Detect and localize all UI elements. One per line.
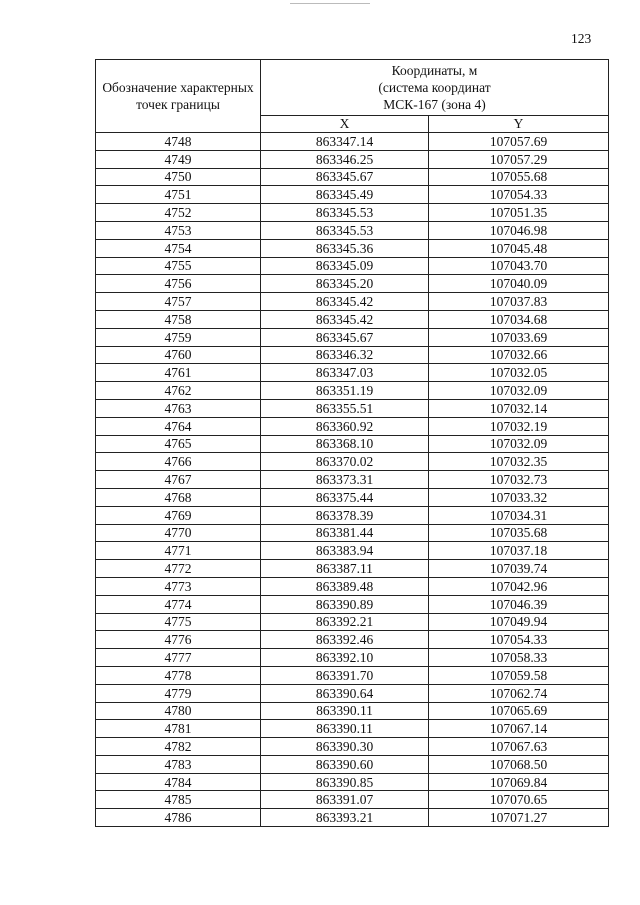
x-coordinate-cell: 863392.10 bbox=[261, 649, 429, 667]
table-row bbox=[96, 702, 609, 720]
table-row bbox=[96, 471, 609, 489]
x-coordinate-cell: 863390.85 bbox=[261, 773, 429, 791]
y-coordinate-cell: 107046.39 bbox=[429, 595, 609, 613]
point-id-cell: 4786 bbox=[96, 809, 261, 827]
y-coordinate-cell: 107039.74 bbox=[429, 560, 609, 578]
table-row bbox=[96, 346, 609, 364]
y-coordinate-cell: 107046.98 bbox=[429, 221, 609, 239]
x-coordinate-cell: 863390.11 bbox=[261, 720, 429, 738]
point-id-cell: 4776 bbox=[96, 631, 261, 649]
table-row bbox=[96, 524, 609, 542]
point-id-cell: 4753 bbox=[96, 221, 261, 239]
page-number: 123 bbox=[571, 31, 592, 46]
x-coordinate-cell: 863347.03 bbox=[261, 364, 429, 382]
y-coordinate-cell: 107040.09 bbox=[429, 275, 609, 293]
x-coordinate-cell: 863370.02 bbox=[261, 453, 429, 471]
x-coordinate-cell: 863346.25 bbox=[261, 150, 429, 168]
point-id-cell: 4777 bbox=[96, 649, 261, 667]
x-coordinate-cell: 863390.30 bbox=[261, 738, 429, 756]
table-row bbox=[96, 168, 609, 186]
x-coordinate-cell: 863345.09 bbox=[261, 257, 429, 275]
point-id-cell: 4759 bbox=[96, 328, 261, 346]
x-coordinate-cell: 863345.53 bbox=[261, 204, 429, 222]
table-row bbox=[96, 328, 609, 346]
point-id-cell: 4748 bbox=[96, 133, 261, 151]
y-coordinate-cell: 107057.29 bbox=[429, 150, 609, 168]
point-id-cell: 4764 bbox=[96, 417, 261, 435]
table-row bbox=[96, 364, 609, 382]
point-id-cell: 4767 bbox=[96, 471, 261, 489]
table-row bbox=[96, 435, 609, 453]
y-coordinate-cell: 107065.69 bbox=[429, 702, 609, 720]
x-coordinate-cell: 863345.42 bbox=[261, 293, 429, 311]
table-row bbox=[96, 666, 609, 684]
y-coordinate-cell: 107032.35 bbox=[429, 453, 609, 471]
x-coordinate-cell: 863383.94 bbox=[261, 542, 429, 560]
x-coordinate-cell: 863390.11 bbox=[261, 702, 429, 720]
x-coordinate-cell: 863345.36 bbox=[261, 239, 429, 257]
point-id-cell: 4763 bbox=[96, 399, 261, 417]
y-coordinate-cell: 107054.33 bbox=[429, 631, 609, 649]
x-coordinate-cell: 863391.70 bbox=[261, 666, 429, 684]
table-row bbox=[96, 293, 609, 311]
table-row bbox=[96, 488, 609, 506]
point-id-cell: 4766 bbox=[96, 453, 261, 471]
table-row bbox=[96, 560, 609, 578]
y-coordinate-cell: 107032.05 bbox=[429, 364, 609, 382]
x-coordinate-cell: 863355.51 bbox=[261, 399, 429, 417]
x-coordinate-cell: 863346.32 bbox=[261, 346, 429, 364]
x-coordinate-cell: 863345.20 bbox=[261, 275, 429, 293]
table-row bbox=[96, 453, 609, 471]
y-coordinate-cell: 107032.19 bbox=[429, 417, 609, 435]
y-coordinate-cell: 107033.32 bbox=[429, 488, 609, 506]
x-coordinate-cell: 863368.10 bbox=[261, 435, 429, 453]
table-row bbox=[96, 542, 609, 560]
coordinates-table bbox=[95, 59, 609, 827]
table-row bbox=[96, 791, 609, 809]
x-coordinate-cell: 863381.44 bbox=[261, 524, 429, 542]
point-id-cell: 4752 bbox=[96, 204, 261, 222]
table-row bbox=[96, 738, 609, 756]
header-coordinates-title: Координаты, м bbox=[391, 62, 478, 78]
table-row bbox=[96, 684, 609, 702]
x-coordinate-cell: 863345.67 bbox=[261, 328, 429, 346]
point-id-cell: 4754 bbox=[96, 239, 261, 257]
header-points: Обозначение характерных точек границы bbox=[96, 60, 261, 133]
y-coordinate-cell: 107032.73 bbox=[429, 471, 609, 489]
x-coordinate-cell: 863392.21 bbox=[261, 613, 429, 631]
point-id-cell: 4781 bbox=[96, 720, 261, 738]
x-coordinate-cell: 863360.92 bbox=[261, 417, 429, 435]
header-coordinates-zone: МСК-167 (зона 4) bbox=[383, 96, 486, 112]
header-y: Y bbox=[429, 115, 609, 132]
scan-artifact-line bbox=[290, 3, 370, 4]
y-coordinate-cell: 107069.84 bbox=[429, 773, 609, 791]
x-coordinate-cell: 863390.60 bbox=[261, 755, 429, 773]
point-id-cell: 4775 bbox=[96, 613, 261, 631]
x-coordinate-cell: 863378.39 bbox=[261, 506, 429, 524]
x-coordinate-cell: 863393.21 bbox=[261, 809, 429, 827]
point-id-cell: 4772 bbox=[96, 560, 261, 578]
table-row bbox=[96, 186, 609, 204]
table-row bbox=[96, 204, 609, 222]
x-coordinate-cell: 863390.89 bbox=[261, 595, 429, 613]
y-coordinate-cell: 107034.31 bbox=[429, 506, 609, 524]
x-coordinate-cell: 863389.48 bbox=[261, 577, 429, 595]
y-coordinate-cell: 107067.63 bbox=[429, 738, 609, 756]
y-coordinate-cell: 107068.50 bbox=[429, 755, 609, 773]
y-coordinate-cell: 107034.68 bbox=[429, 310, 609, 328]
table-row bbox=[96, 239, 609, 257]
y-coordinate-cell: 107055.68 bbox=[429, 168, 609, 186]
y-coordinate-cell: 107045.48 bbox=[429, 239, 609, 257]
table-row bbox=[96, 221, 609, 239]
point-id-cell: 4768 bbox=[96, 488, 261, 506]
x-coordinate-cell: 863392.46 bbox=[261, 631, 429, 649]
point-id-cell: 4771 bbox=[96, 542, 261, 560]
table-row bbox=[96, 310, 609, 328]
y-coordinate-cell: 107054.33 bbox=[429, 186, 609, 204]
table-row bbox=[96, 150, 609, 168]
y-coordinate-cell: 107035.68 bbox=[429, 524, 609, 542]
point-id-cell: 4769 bbox=[96, 506, 261, 524]
point-id-cell: 4751 bbox=[96, 186, 261, 204]
point-id-cell: 4755 bbox=[96, 257, 261, 275]
y-coordinate-cell: 107032.09 bbox=[429, 435, 609, 453]
table-row bbox=[96, 755, 609, 773]
point-id-cell: 4774 bbox=[96, 595, 261, 613]
y-coordinate-cell: 107042.96 bbox=[429, 577, 609, 595]
table-row bbox=[96, 506, 609, 524]
point-id-cell: 4757 bbox=[96, 293, 261, 311]
point-id-cell: 4770 bbox=[96, 524, 261, 542]
point-id-cell: 4758 bbox=[96, 310, 261, 328]
x-coordinate-cell: 863345.67 bbox=[261, 168, 429, 186]
table-row bbox=[96, 649, 609, 667]
y-coordinate-cell: 107043.70 bbox=[429, 257, 609, 275]
y-coordinate-cell: 107032.66 bbox=[429, 346, 609, 364]
x-coordinate-cell: 863351.19 bbox=[261, 382, 429, 400]
table-row bbox=[96, 773, 609, 791]
y-coordinate-cell: 107058.33 bbox=[429, 649, 609, 667]
x-coordinate-cell: 863373.31 bbox=[261, 471, 429, 489]
x-coordinate-cell: 863345.42 bbox=[261, 310, 429, 328]
table-row bbox=[96, 613, 609, 631]
y-coordinate-cell: 107070.65 bbox=[429, 791, 609, 809]
point-id-cell: 4778 bbox=[96, 666, 261, 684]
header-coordinates-system: (система координат bbox=[378, 79, 491, 95]
x-coordinate-cell: 863390.64 bbox=[261, 684, 429, 702]
table-row bbox=[96, 133, 609, 151]
point-id-cell: 4784 bbox=[96, 773, 261, 791]
y-coordinate-cell: 107032.14 bbox=[429, 399, 609, 417]
point-id-cell: 4783 bbox=[96, 755, 261, 773]
header-x: X bbox=[261, 115, 429, 132]
point-id-cell: 4761 bbox=[96, 364, 261, 382]
table-row bbox=[96, 720, 609, 738]
table-row bbox=[96, 382, 609, 400]
x-coordinate-cell: 863347.14 bbox=[261, 133, 429, 151]
point-id-cell: 4785 bbox=[96, 791, 261, 809]
table-row bbox=[96, 257, 609, 275]
x-coordinate-cell: 863345.53 bbox=[261, 221, 429, 239]
point-id-cell: 4749 bbox=[96, 150, 261, 168]
y-coordinate-cell: 107037.83 bbox=[429, 293, 609, 311]
table-row bbox=[96, 631, 609, 649]
table-row bbox=[96, 417, 609, 435]
y-coordinate-cell: 107051.35 bbox=[429, 204, 609, 222]
table-body bbox=[96, 133, 609, 827]
y-coordinate-cell: 107071.27 bbox=[429, 809, 609, 827]
x-coordinate-cell: 863375.44 bbox=[261, 488, 429, 506]
y-coordinate-cell: 107057.69 bbox=[429, 133, 609, 151]
table-row bbox=[96, 275, 609, 293]
point-id-cell: 4782 bbox=[96, 738, 261, 756]
x-coordinate-cell: 863387.11 bbox=[261, 560, 429, 578]
table-row bbox=[96, 809, 609, 827]
point-id-cell: 4780 bbox=[96, 702, 261, 720]
y-coordinate-cell: 107033.69 bbox=[429, 328, 609, 346]
table-row bbox=[96, 595, 609, 613]
x-coordinate-cell: 863391.07 bbox=[261, 791, 429, 809]
y-coordinate-cell: 107062.74 bbox=[429, 684, 609, 702]
y-coordinate-cell: 107059.58 bbox=[429, 666, 609, 684]
table-row bbox=[96, 577, 609, 595]
y-coordinate-cell: 107037.18 bbox=[429, 542, 609, 560]
point-id-cell: 4773 bbox=[96, 577, 261, 595]
table-row bbox=[96, 399, 609, 417]
header-coordinates bbox=[261, 60, 609, 116]
point-id-cell: 4760 bbox=[96, 346, 261, 364]
point-id-cell: 4756 bbox=[96, 275, 261, 293]
x-coordinate-cell: 863345.49 bbox=[261, 186, 429, 204]
point-id-cell: 4750 bbox=[96, 168, 261, 186]
y-coordinate-cell: 107049.94 bbox=[429, 613, 609, 631]
y-coordinate-cell: 107067.14 bbox=[429, 720, 609, 738]
y-coordinate-cell: 107032.09 bbox=[429, 382, 609, 400]
point-id-cell: 4762 bbox=[96, 382, 261, 400]
point-id-cell: 4765 bbox=[96, 435, 261, 453]
point-id-cell: 4779 bbox=[96, 684, 261, 702]
